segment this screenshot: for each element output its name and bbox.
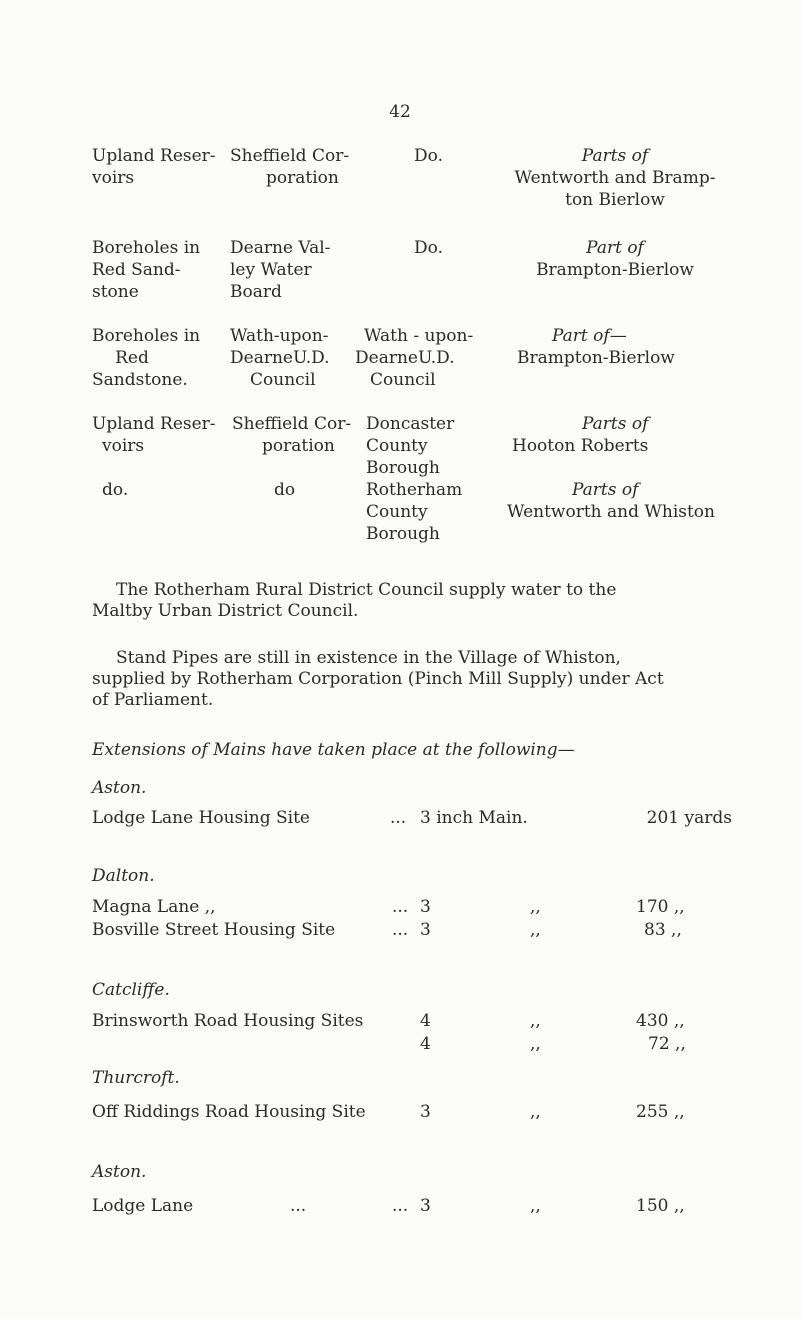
- site-name: Bosville Street Housing Site: [92, 920, 336, 940]
- source-cell: Red: [115, 348, 149, 368]
- source-cell: voirs: [102, 436, 145, 456]
- ditto-mark: ,,: [530, 1102, 541, 1122]
- ditto-mark: ,,: [530, 897, 541, 917]
- main-size: 3: [420, 1196, 431, 1216]
- source-cell: Upland Reser-: [92, 414, 216, 434]
- main-size: 3: [420, 897, 431, 917]
- leader-dots: ...: [390, 808, 407, 828]
- ditto-mark: ,,: [530, 1011, 541, 1031]
- site-name: Lodge Lane Housing Site: [92, 808, 310, 828]
- parts-cell: Brampton-Bierlow: [536, 260, 694, 280]
- source-cell: do.: [102, 480, 129, 500]
- main-size: 4: [420, 1011, 431, 1031]
- leader-dots: ...: [392, 920, 409, 940]
- place-heading: Aston.: [92, 778, 147, 798]
- authority-cell: poration: [266, 168, 339, 188]
- district-cell: Do.: [414, 146, 443, 166]
- district-cell: DearneU.D.: [355, 348, 455, 368]
- district-cell: Borough: [366, 458, 440, 478]
- parts-cell: Wentworth and Bramp-: [514, 168, 716, 188]
- parts-cell: Parts of: [581, 146, 649, 166]
- source-cell: stone: [92, 282, 139, 302]
- place-heading: Dalton.: [92, 866, 155, 886]
- parts-cell: Hooton Roberts: [512, 436, 649, 456]
- authority-cell: Wath-upon-: [230, 326, 329, 346]
- ditto-mark: ,,: [530, 920, 541, 940]
- main-length: 201 yards: [646, 808, 732, 828]
- paragraph-line: supplied by Rotherham Corporation (Pinch Mill Supply) under Act: [92, 669, 664, 689]
- main-length: 255 ,,: [636, 1102, 685, 1122]
- paragraph-line: Maltby Urban District Council.: [92, 601, 359, 621]
- leader-dots: ...: [392, 897, 409, 917]
- main-size: 3: [420, 1102, 431, 1122]
- leader-dots: ...: [290, 1196, 307, 1216]
- main-length: 72 ,,: [648, 1034, 686, 1054]
- source-cell: Boreholes in: [92, 238, 201, 258]
- authority-cell: DearneU.D.: [230, 348, 330, 368]
- authority-cell: Council: [250, 370, 316, 390]
- leader-dots: ...: [392, 1196, 409, 1216]
- site-name: Off Riddings Road Housing Site: [92, 1102, 366, 1122]
- main-size: 3 inch Main.: [420, 808, 528, 828]
- place-heading: Aston.: [92, 1162, 147, 1182]
- parts-cell: ton Bierlow: [565, 190, 665, 210]
- main-length: 83 ,,: [644, 920, 682, 940]
- authority-cell: Dearne Val-: [230, 238, 331, 258]
- paragraph-line: The Rotherham Rural District Council supply water to the: [116, 580, 617, 600]
- parts-cell: Part of—: [552, 326, 627, 346]
- site-name: Magna Lane ,,: [92, 897, 216, 917]
- paragraph-line: Stand Pipes are still in existence in the Village of Whiston,: [116, 648, 621, 668]
- source-cell: Boreholes in: [92, 326, 201, 346]
- ditto-mark: ,,: [530, 1196, 541, 1216]
- site-name: Lodge Lane: [92, 1196, 194, 1216]
- main-size: 3: [420, 920, 431, 940]
- main-size: 4: [420, 1034, 431, 1054]
- paragraph-line: of Parliament.: [92, 690, 214, 710]
- parts-cell: Parts of: [572, 480, 639, 500]
- source-cell: voirs: [92, 168, 135, 188]
- main-length: 150 ,,: [636, 1196, 685, 1216]
- place-heading: Thurcroft.: [92, 1068, 180, 1088]
- authority-cell: do: [274, 480, 296, 500]
- district-cell: County: [366, 502, 428, 522]
- page-number: 42: [389, 102, 411, 122]
- authority-cell: Sheffield Cor-: [232, 414, 352, 434]
- district-cell: Borough: [366, 524, 440, 544]
- authority-cell: ley Water: [230, 260, 312, 280]
- parts-cell: Parts of: [582, 414, 649, 434]
- extensions-heading: Extensions of Mains have taken place at the following—: [92, 740, 575, 760]
- source-cell: Red Sand-: [92, 260, 181, 280]
- district-cell: Do.: [414, 238, 443, 258]
- parts-cell: Wentworth and Whiston: [507, 502, 715, 522]
- authority-cell: Sheffield Cor-: [230, 146, 350, 166]
- main-length: 170 ,,: [636, 897, 685, 917]
- paragraph-rural-district: [92, 580, 732, 622]
- ditto-mark: ,,: [530, 1034, 541, 1054]
- site-name: Brinsworth Road Housing Sites: [92, 1011, 364, 1031]
- district-cell: County: [366, 436, 428, 456]
- authority-cell: poration: [262, 436, 335, 456]
- paragraph-stand-pipes: [92, 648, 732, 711]
- district-cell: Doncaster: [366, 414, 455, 434]
- parts-cell: Brampton-Bierlow: [517, 348, 675, 368]
- source-cell: Upland Reser-: [92, 146, 216, 166]
- source-cell: Sandstone.: [92, 370, 188, 390]
- place-heading: Catcliffe.: [92, 980, 170, 1000]
- main-length: 430 ,,: [636, 1011, 685, 1031]
- district-cell: Rotherham: [366, 480, 463, 500]
- parts-cell: Part of: [586, 238, 644, 258]
- district-cell: Council: [370, 370, 436, 390]
- district-cell: Wath - upon-: [364, 326, 474, 346]
- authority-cell: Board: [230, 282, 282, 302]
